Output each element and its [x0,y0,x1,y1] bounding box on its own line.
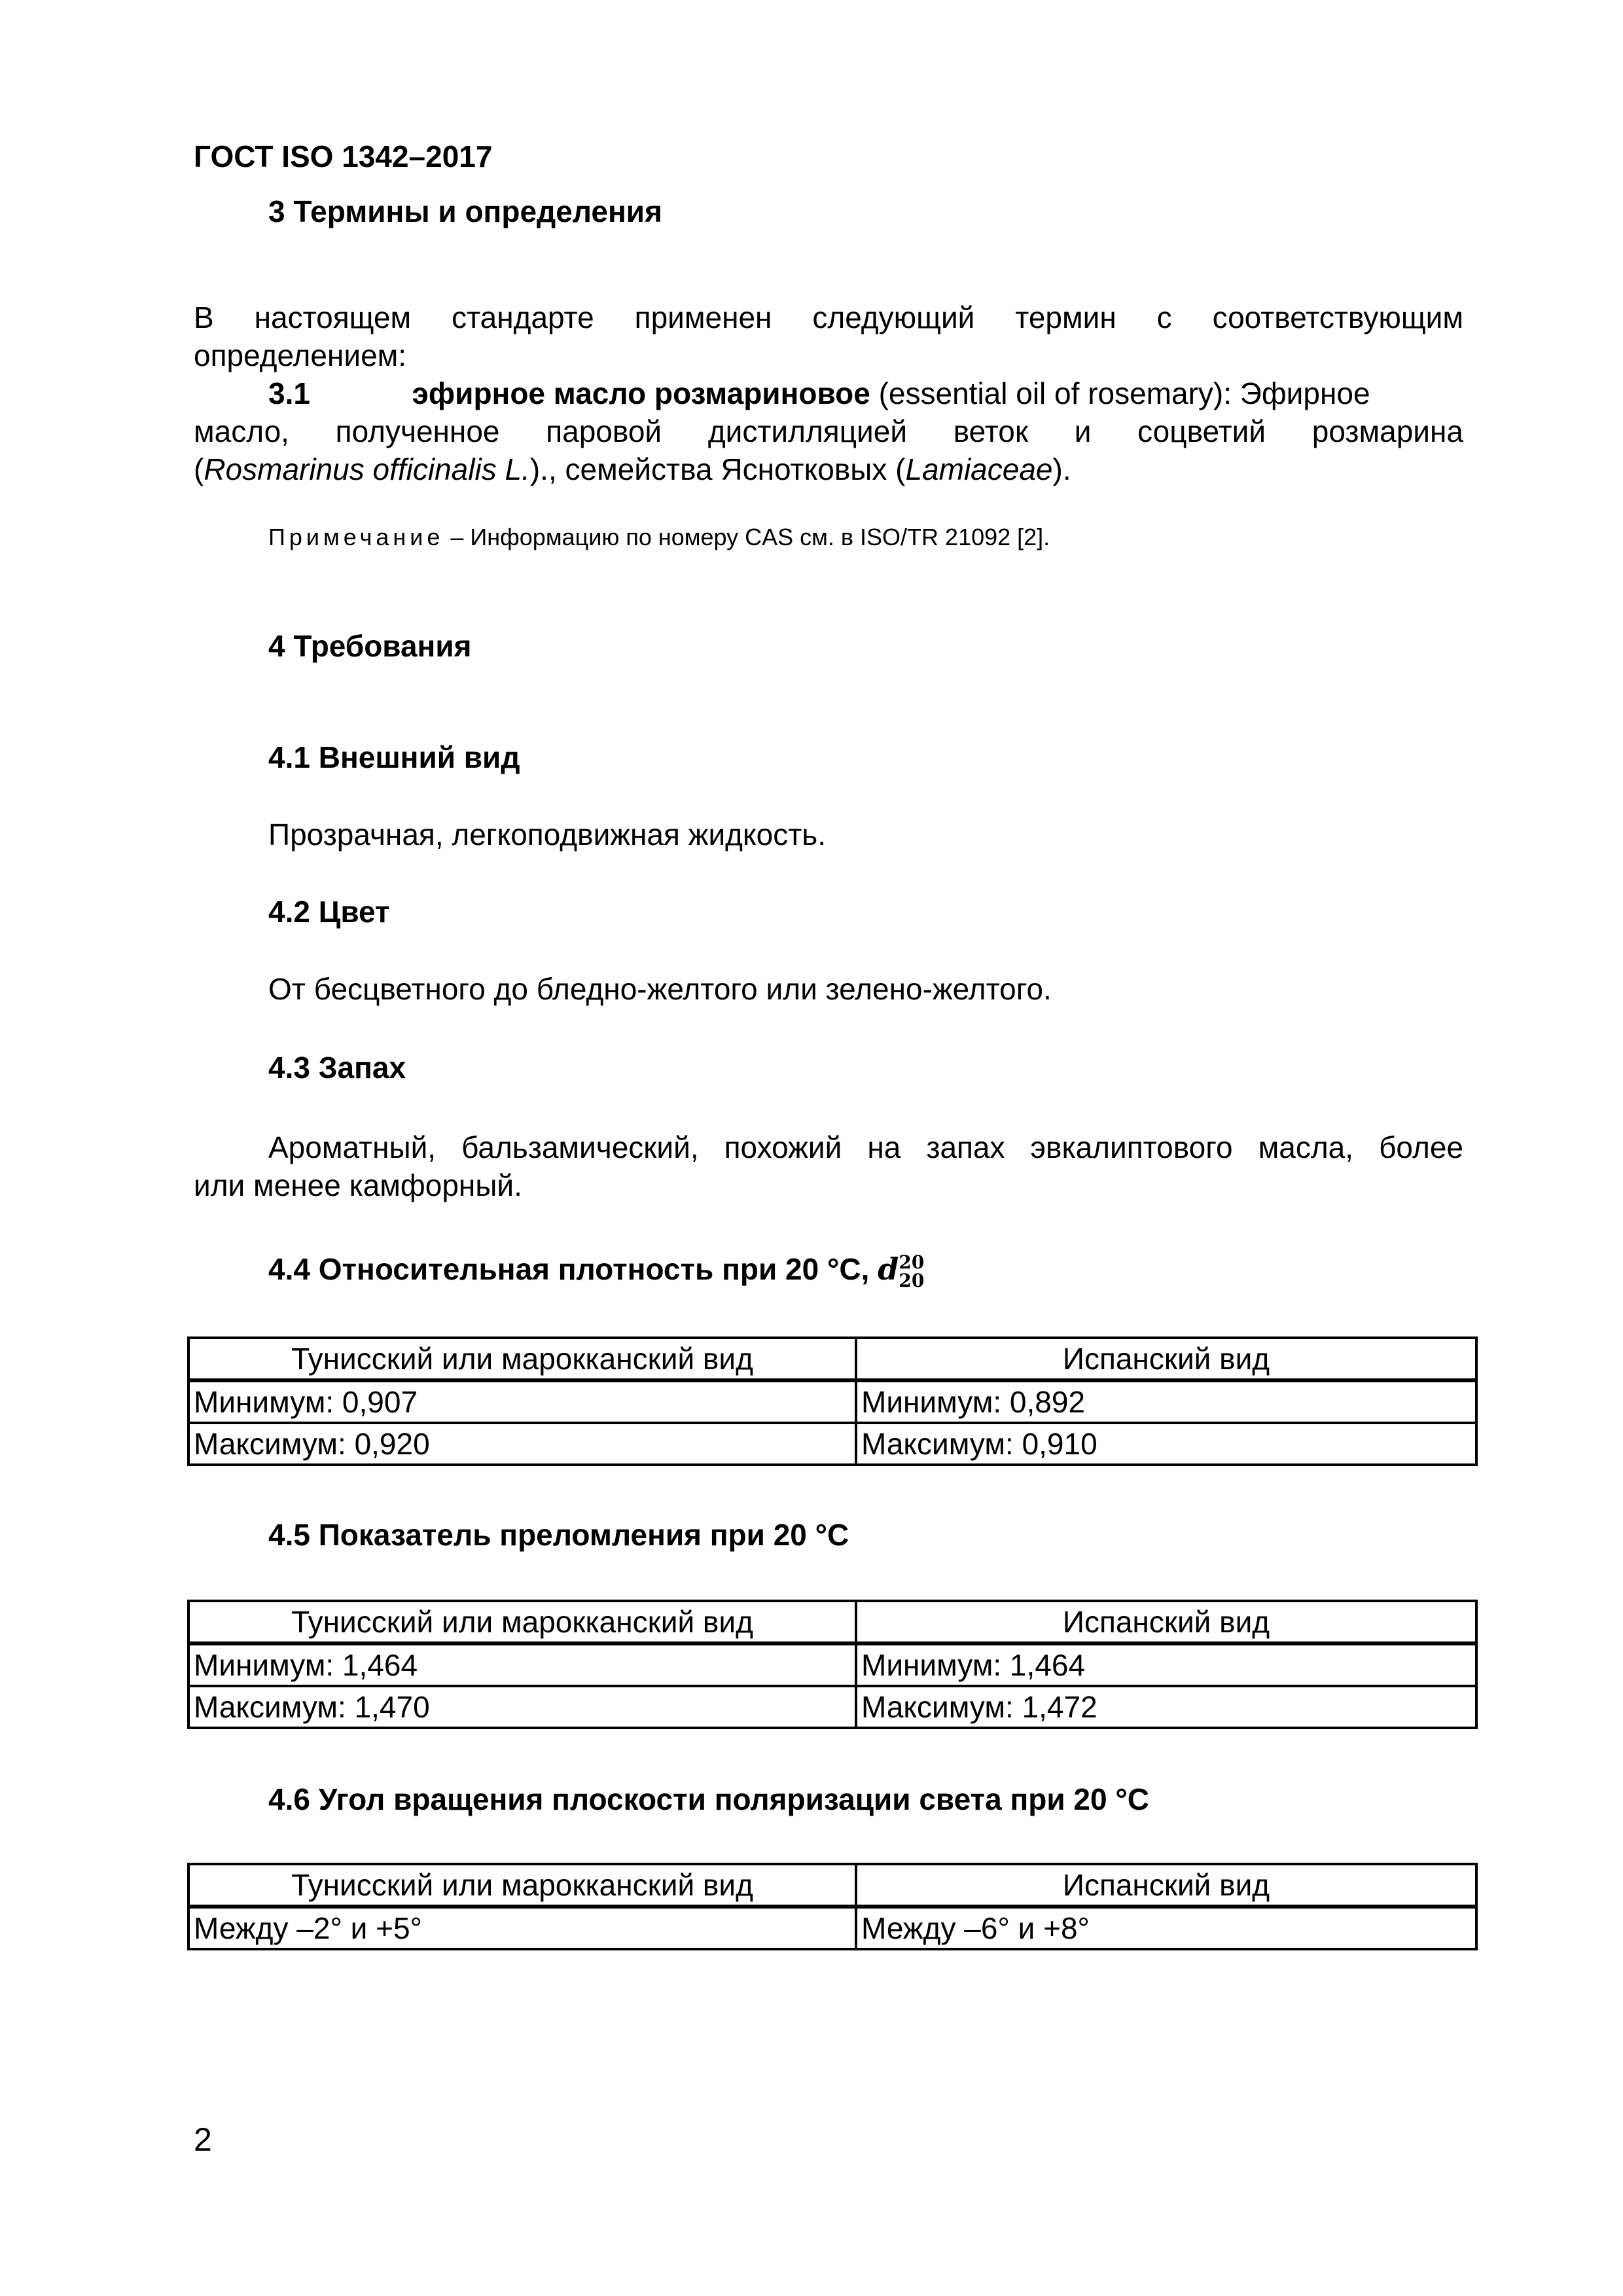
table-header: Испанский вид [856,1601,1476,1643]
intro-line-1: В настоящем стандарте применен следующий термин с соответствующим [194,300,1463,334]
density-symbol: d [878,1251,899,1287]
table-cell: Между –2° и +5° [188,1907,856,1949]
note [268,524,1050,551]
table-cell: Минимум: 0,892 [856,1380,1476,1423]
density-table [187,1336,1478,1466]
section-4-2-text: От бесцветного до бледно-желтого или зелено-желтого. [268,972,1052,1006]
table-header-row [188,1864,1476,1907]
paren-close: ). [1052,452,1071,486]
rotation-table [187,1863,1478,1950]
table-row [188,1686,1476,1728]
term-number: 3.1 [268,376,310,410]
table-cell: Минимум: 1,464 [188,1643,856,1686]
section-4-5-title: 4.5 Показатель преломления при 20 °С [268,1518,849,1552]
table-row [188,1643,1476,1686]
section-4-3-line-2: или менее камфорный. [194,1168,522,1202]
table-header-row [188,1601,1476,1643]
density-indices [899,1253,924,1290]
note-text: – Информацию по номеру CAS см. в ISO/TR 21092 [2]. [444,524,1050,550]
term-def-line-3 [194,450,1071,488]
intro-line-2: определением: [194,338,407,372]
table-header: Тунисский или марокканский вид [188,1864,856,1907]
family-latin: Lamiaceae [905,452,1053,486]
latin-name: Rosmarinus officinalis L. [204,452,530,486]
table-cell: Максимум: 1,470 [188,1686,856,1728]
section-4-3-title: 4.3 Запах [268,1050,406,1085]
density-sup: 20 [899,1251,925,1273]
table-row [188,1423,1476,1465]
page-number: 2 [194,2121,212,2158]
family-text: )., семейства Яснотковых ( [529,452,906,486]
section-4-title: 4 Требования [268,629,472,663]
table-header-row [188,1338,1476,1380]
table-cell: Минимум: 1,464 [856,1643,1476,1686]
section-4-1-text: Прозрачная, легкоподвижная жидкость. [268,817,827,852]
term-def-rest: (essential oil of rosemary): Эфирное [878,376,1370,410]
section-4-4-title-text: 4.4 Относительная плотность при 20 °С, [268,1252,870,1286]
term-name: эфирное масло розмариновое [412,376,870,410]
table-cell: Максимум: 0,910 [856,1423,1476,1465]
standard-code: ГОСТ ISO 1342–2017 [194,139,493,173]
table-cell: Минимум: 0,907 [188,1380,856,1423]
table-header: Тунисский или марокканский вид [188,1601,856,1643]
section-4-3-line-1: Ароматный, бальзамический, похожий на запах эвкалиптового масла, более [268,1130,1463,1164]
section-3-title: 3 Термины и определения [268,194,662,228]
note-label: Примечание [268,524,444,550]
table-header: Испанский вид [856,1864,1476,1907]
density-sub: 20 [899,1269,925,1291]
section-4-6-title: 4.6 Угол вращения плоскости поляризации света при 20 °С [268,1782,1149,1816]
refraction-table [187,1600,1478,1729]
table-header: Испанский вид [856,1338,1476,1380]
table-cell: Между –6° и +8° [856,1907,1476,1949]
table-row [188,1907,1476,1949]
table-row [188,1380,1476,1423]
paren-open: ( [194,452,204,486]
term-def-line-2: масло, полученное паровой дистилляцией веток и соцветий розмарина [194,414,1463,448]
section-4-1-title: 4.1 Внешний вид [268,740,520,774]
table-cell: Максимум: 0,920 [188,1423,856,1465]
term-3-1-line-1 [268,374,1463,412]
table-cell: Максимум: 1,472 [856,1686,1476,1728]
section-4-4-title [268,1251,924,1290]
section-4-2-title: 4.2 Цвет [268,895,390,929]
table-header: Тунисский или марокканский вид [188,1338,856,1380]
